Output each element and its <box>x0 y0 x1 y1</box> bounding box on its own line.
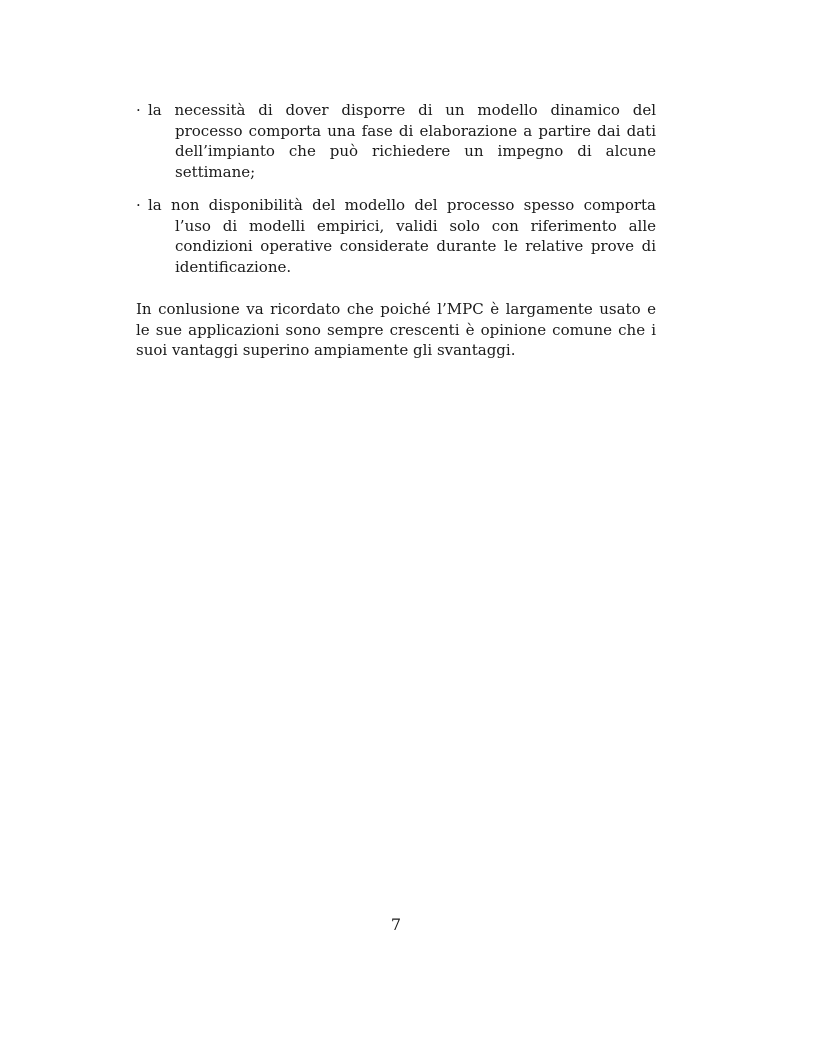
list-item-text: la non disponibilità del modello del processo spesso comporta l’uso di modelli empirici, validi solo con riferimento alle condizioni operative considerate durante le relative prove di identificazione. <box>148 196 656 276</box>
conclusion-paragraph: In conlusione va ricordato che poiché l’MPC è largamente usato e le sue applicazioni sono sempre crescenti è opinione comune che i suoi vantaggi superino ampiamente gli svantaggi. <box>136 300 656 359</box>
list-item-text: la necessità di dover disporre di un modello dinamico del processo comporta una fase di elaborazione a partire dai dati dell’impianto che può richiedere un impegno di alcune settimane; <box>148 101 656 181</box>
list-item <box>136 100 656 182</box>
bullet-marker: · <box>136 101 141 119</box>
page-number: 7 <box>390 915 402 934</box>
page-content <box>136 100 656 361</box>
list-item <box>136 195 656 277</box>
bullet-marker: · <box>136 196 141 214</box>
